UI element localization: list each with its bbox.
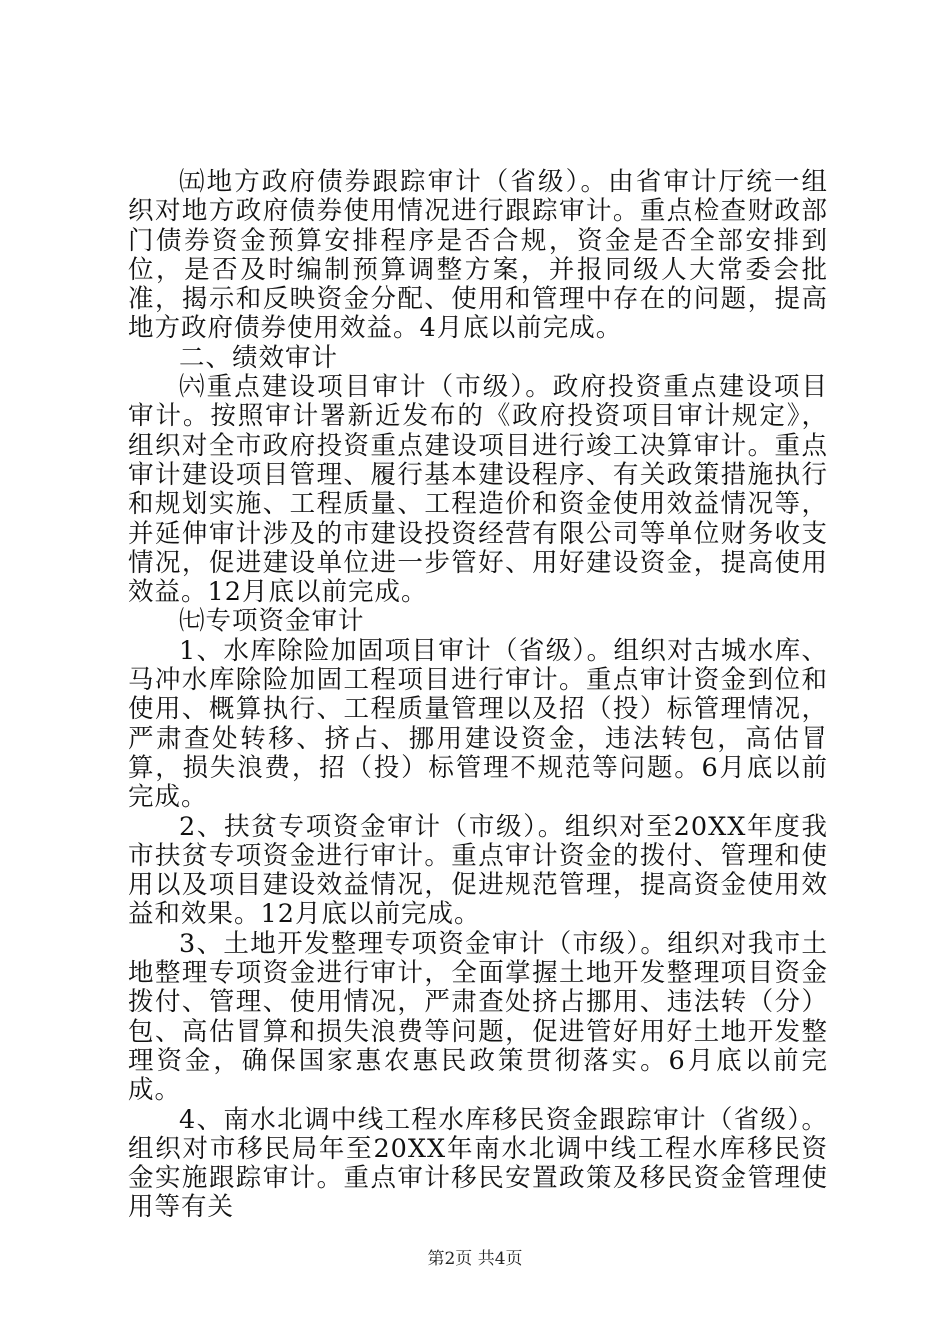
paragraph-land-funds-audit: 3、土地开发整理专项资金审计（市级）。组织对我市土地整理专项资金进行审计，全面掌握土地开发整理项目资金拨付、管理、使用情况，严肃查处挤占挪用、违法转（分）包、高估冒算和损失浪费等问题，促进管好用好土地开发整理资金，确保国家惠农惠民政策贯彻落实。6月底以前完成。 <box>128 928 828 1106</box>
paragraph-poverty-funds-audit: 2、扶贫专项资金审计（市级）。组织对至20XX年度我市扶贫专项资金进行审计。重点审计资金的拨付、管理和使用以及项目建设效益情况，促进规范管理，提高资金使用效益和效果。12月底以前完成。 <box>128 811 828 930</box>
paragraph-migrant-funds-audit: 4、南水北调中线工程水库移民资金跟踪审计（省级）。组织对市移民局年至20XX年南水北调中线工程水库移民资金实施跟踪审计。重点审计移民安置政策及移民资金管理使用等有关 <box>128 1104 828 1223</box>
section-heading-performance-audit: 二、绩效审计 <box>179 342 339 373</box>
paragraph-key-project-audit: ㈥重点建设项目审计（市级）。政府投资重点建设项目审计。按照审计署新近发布的《政府投资项目审计规定》，组织对全市政府投资重点建设项目进行竣工决算审计。重点审计建设项目管理、履行基本建设程序、有关政策措施执行和规划实施、工程质量、工程造价和资金使用效益情况等，并延伸审计涉及的市建设投资经营有限公司等单位财务收支情况，促进建设单位进一步管好、用好建设资金，提高使用效益。12月底以前完成。 <box>128 372 828 608</box>
page-footer: 第2页 共4页 <box>427 1249 523 1269</box>
paragraph-special-funds-heading: ㈦专项资金审计 <box>179 606 365 637</box>
paragraph-reservoir-audit: 1、水库除险加固项目审计（省级）。组织对古城水库、马冲水库除险加固工程项目进行审计。重点审计资金到位和使用、概算执行、工程质量管理以及招（投）标管理情况，严肃查处转移、挤占、挪用建设资金，违法转包，高估冒算，损失浪费，招（投）标管理不规范等问题。6月底以前完成。 <box>128 635 828 813</box>
paragraph-local-bond-audit: ㈤地方政府债券跟踪审计（省级）。由省审计厅统一组织对地方政府债券使用情况进行跟踪审计。重点检查财政部门债券资金预算安排程序是否合规，资金是否全部安排到位，是否及时编制预算调整方案，并报同级人大常委会批准，揭示和反映资金分配、使用和管理中存在的问题，提高地方政府债券使用效益。4月底以前完成。 <box>128 167 828 344</box>
document-body <box>128 168 828 1223</box>
